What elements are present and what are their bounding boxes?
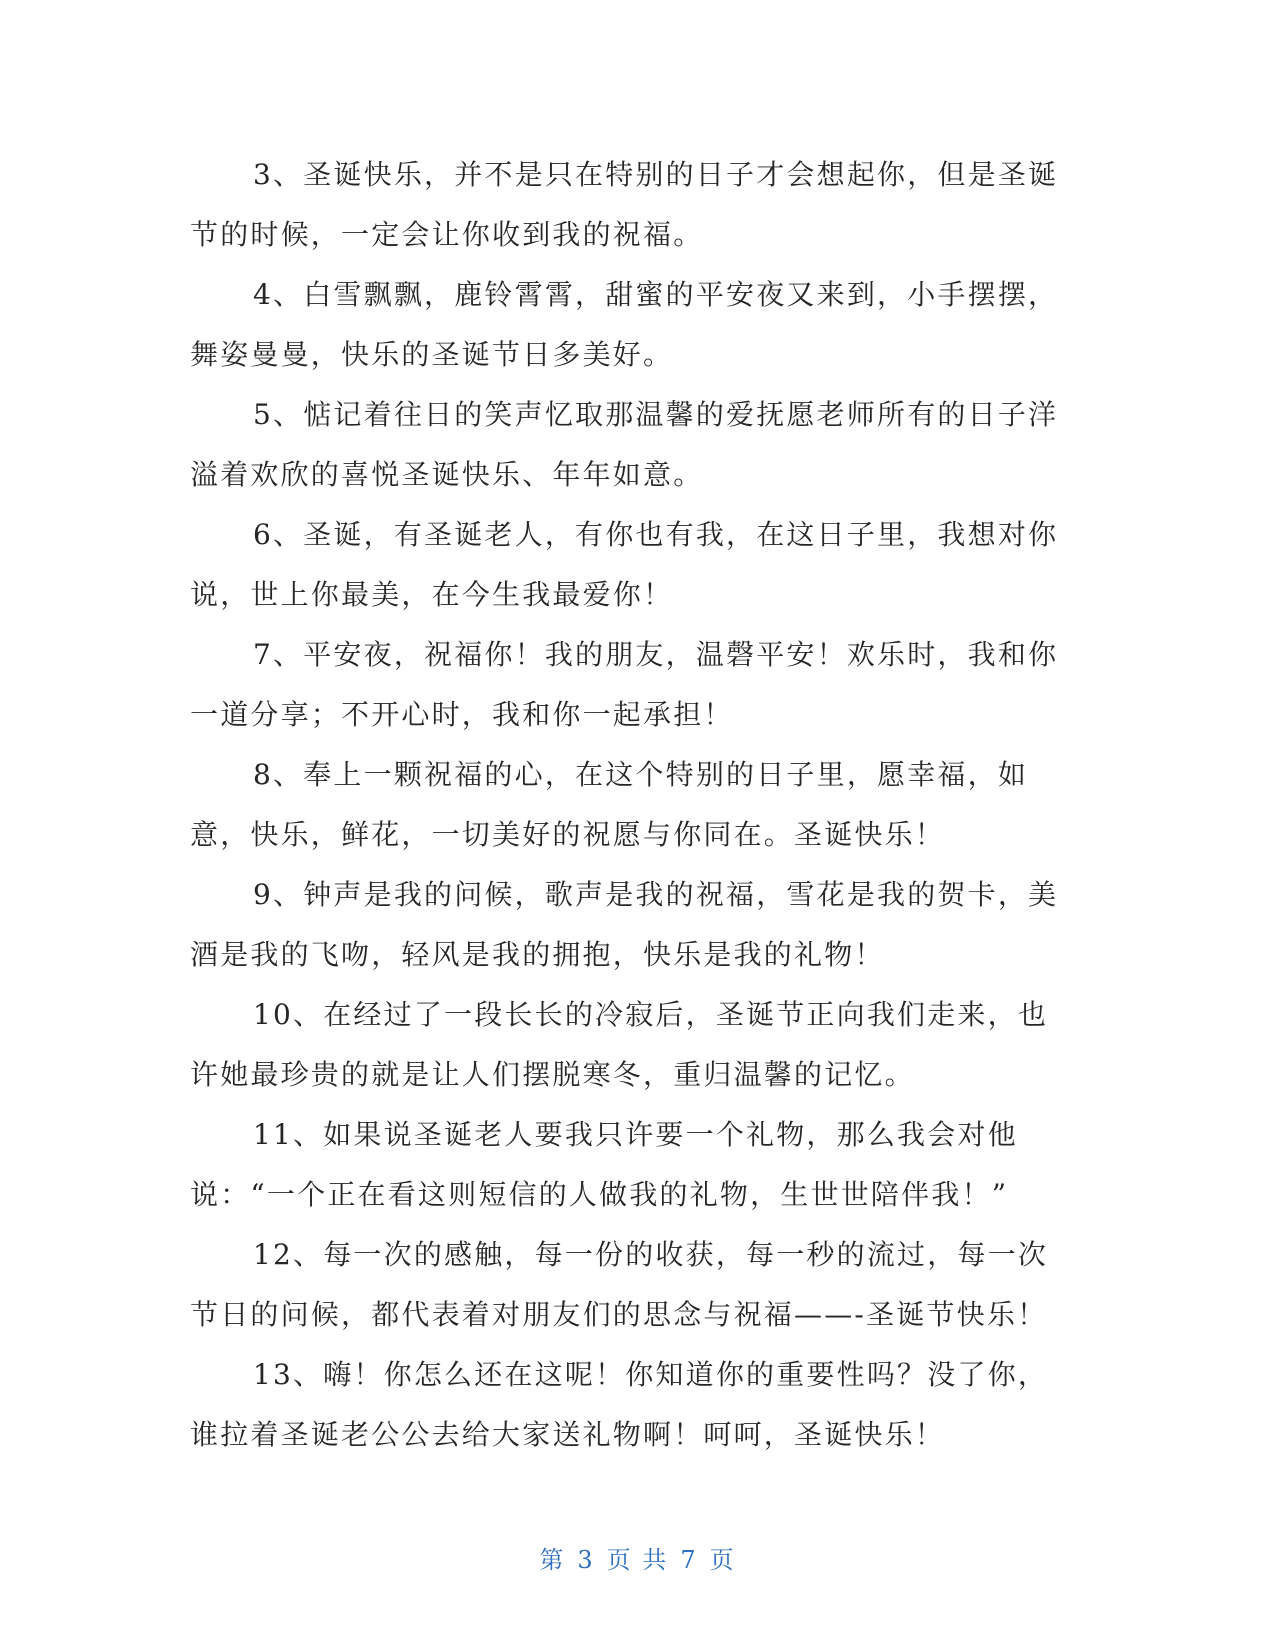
paragraph-7: 7、平安夜，祝福你！我的朋友，温磬平安！欢乐时，我和你一道分享；不开心时，我和你一起承担！ bbox=[190, 638, 1059, 731]
paragraph-10: 10、在经过了一段长长的冷寂后，圣诞节正向我们走来，也许她最珍贵的就是让人们摆脱寒冬，重归温馨的记忆。 bbox=[190, 998, 1049, 1091]
paragraph-3: 3、圣诞快乐，并不是只在特别的日子才会想起你，但是圣诞节的时候，一定会让你收到我的祝福。 bbox=[190, 158, 1059, 251]
paragraph-9: 9、钟声是我的问候，歌声是我的祝福，雪花是我的贺卡，美酒是我的飞吻，轻风是我的拥抱，快乐是我的礼物！ bbox=[190, 878, 1059, 971]
page-number-footer bbox=[0, 1540, 1275, 1575]
paragraph-6: 6、圣诞，有圣诞老人，有你也有我，在这日子里，我想对你说，世上你最美，在今生我最爱你！ bbox=[190, 518, 1059, 611]
footer-current-page: 3 bbox=[577, 1546, 595, 1574]
paragraph-13: 13、嗨！你怎么还在这呢！你知道你的重要性吗？没了你，谁拉着圣诞老公公去给大家送礼物啊！呵呵，圣诞快乐！ bbox=[190, 1358, 1049, 1451]
paragraph-5: 5、惦记着往日的笑声忆取那温馨的爱抚愿老师所有的日子洋溢着欢欣的喜悦圣诞快乐、年年如意。 bbox=[190, 398, 1059, 491]
page-body bbox=[190, 145, 1075, 1465]
paragraph-12: 12、每一次的感触，每一份的收获，每一秒的流过，每一次节日的问候，都代表着对朋友们的思念与祝福——-圣诞节快乐！ bbox=[190, 1238, 1049, 1331]
paragraph-8: 8、奉上一颗祝福的心，在这个特别的日子里，愿幸福，如意，快乐，鲜花，一切美好的祝愿与你同在。圣诞快乐！ bbox=[190, 758, 1029, 851]
paragraph-11: 11、如果说圣诞老人要我只许要一个礼物，那么我会对他说：“一个正在看这则短信的人做我的礼物，生世世陪伴我！” bbox=[190, 1118, 1018, 1211]
footer-total-pages: 7 bbox=[680, 1546, 698, 1574]
footer-middle: 页 共 bbox=[606, 1546, 669, 1574]
footer-prefix: 第 bbox=[539, 1546, 566, 1574]
paragraph-4: 4、白雪飘飘，鹿铃霄霄，甜蜜的平安夜又来到，小手摆摆，舞姿曼曼，快乐的圣诞节日多美好。 bbox=[190, 278, 1059, 371]
footer-suffix: 页 bbox=[709, 1546, 736, 1574]
